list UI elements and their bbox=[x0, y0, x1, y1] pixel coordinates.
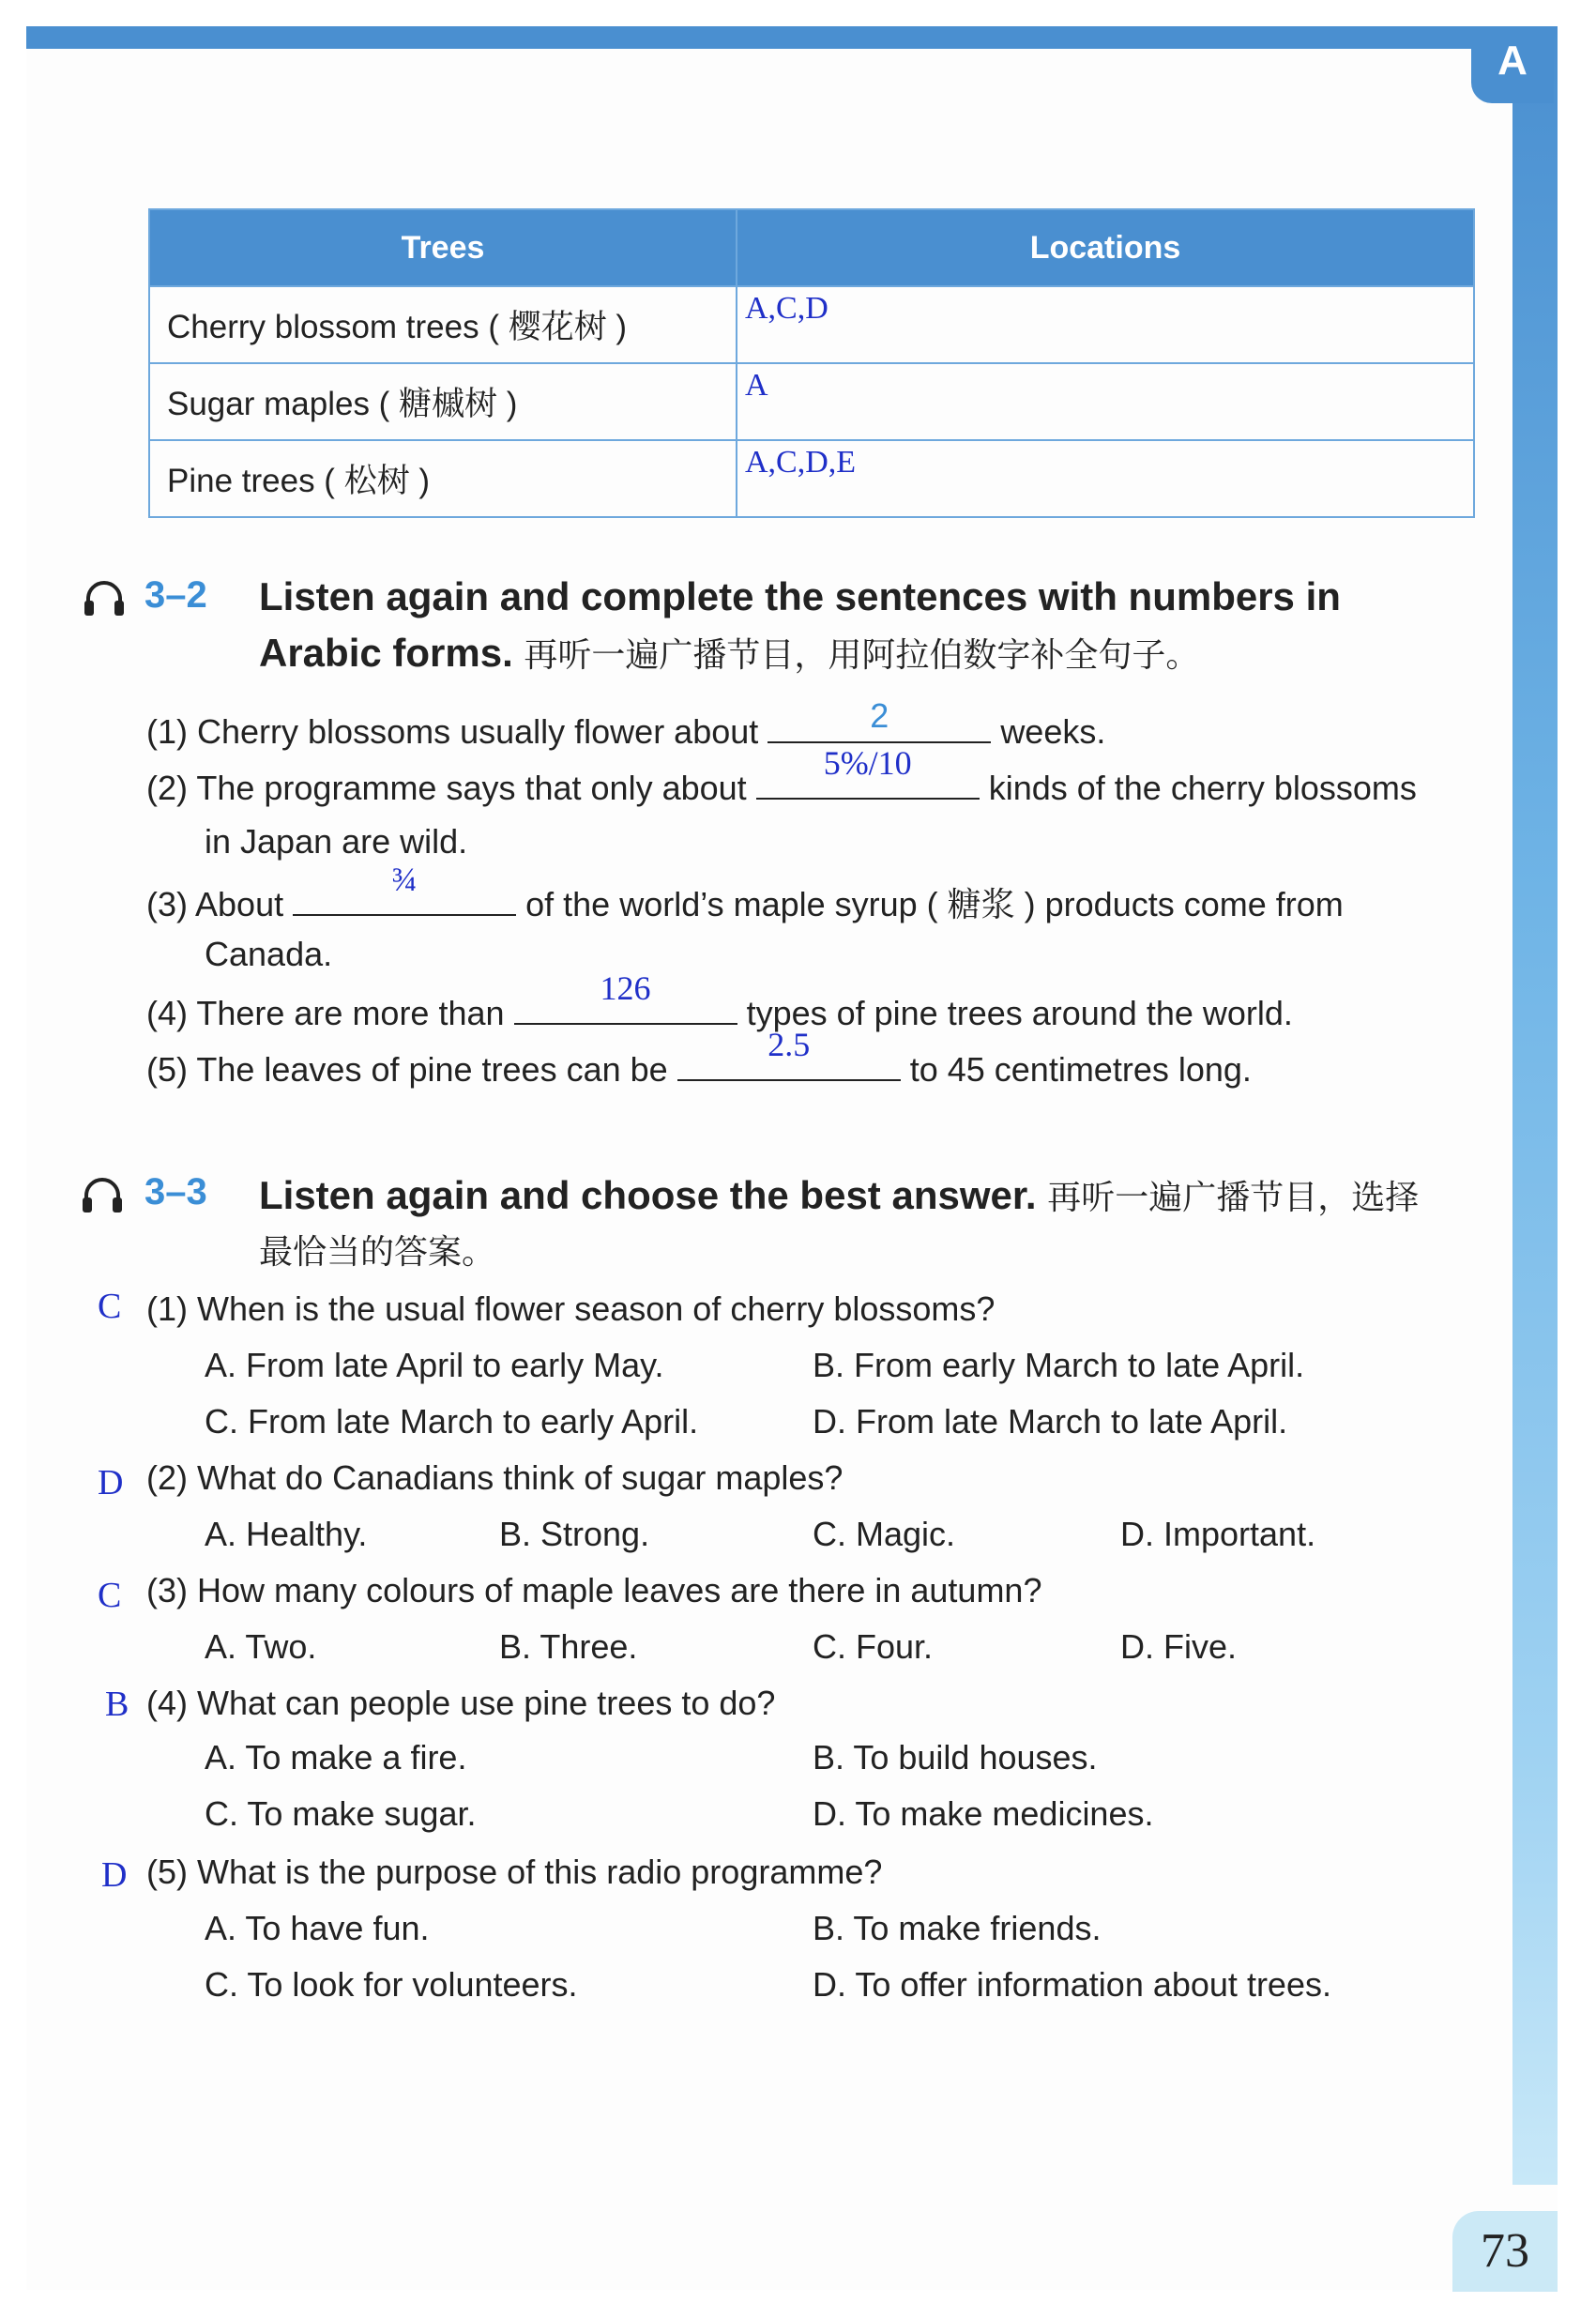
question-number: (1) bbox=[146, 1289, 188, 1328]
section-number-3-2: 3–2 bbox=[144, 574, 207, 616]
item-text: About bbox=[195, 885, 284, 923]
tree-locations-answer: A bbox=[737, 363, 1474, 440]
item-text: to 45 centimetres long. bbox=[909, 1050, 1252, 1089]
headphones-icon bbox=[83, 578, 126, 618]
fill-item-2 bbox=[146, 744, 1417, 808]
answer-blank bbox=[756, 744, 980, 800]
question-text: How many colours of maple leaves are there in autumn? bbox=[197, 1571, 1042, 1609]
option: A. To have fun. bbox=[205, 1909, 430, 1947]
question-number: (2) bbox=[146, 1458, 188, 1497]
item-number: (3) bbox=[146, 885, 188, 923]
item-text: weeks. bbox=[1000, 712, 1106, 751]
question-3 bbox=[146, 1571, 1041, 1610]
handwritten-answer: 5%/10 bbox=[823, 744, 912, 782]
choice-answer: D bbox=[98, 1463, 124, 1502]
table-row bbox=[149, 286, 1474, 363]
item-text: kinds of the cherry blossoms bbox=[988, 769, 1417, 807]
page-edge-band bbox=[1512, 26, 1558, 2185]
section-title-en: Listen again and choose the best answer. bbox=[259, 1173, 1037, 1217]
section-title-cn: 再听一遍广播节目，选择 bbox=[1047, 1178, 1420, 1216]
option: A. Healthy. bbox=[205, 1515, 368, 1553]
answer-blank bbox=[768, 696, 991, 743]
option: D. Important. bbox=[1120, 1515, 1316, 1553]
item-number: (4) bbox=[146, 994, 188, 1032]
option: D. Five. bbox=[1120, 1627, 1238, 1666]
question-number: (4) bbox=[146, 1684, 188, 1722]
question-number: (5) bbox=[146, 1853, 188, 1891]
handwritten-answer: ¾ bbox=[391, 861, 418, 898]
section-title-cn: 再听一遍广播节目，用阿拉伯数字补全句子。 bbox=[524, 635, 1200, 674]
choice-answer: C bbox=[98, 1576, 122, 1615]
option: B. To make friends. bbox=[813, 1909, 1102, 1947]
option: A. Two. bbox=[205, 1627, 317, 1666]
table-header-row bbox=[149, 209, 1474, 286]
question-text: What can people use pine trees to do? bbox=[197, 1684, 776, 1722]
item-text: The leaves of pine trees can be bbox=[196, 1050, 668, 1089]
section-number-3-3: 3–3 bbox=[144, 1171, 207, 1213]
option: A. To make a fire. bbox=[205, 1738, 467, 1777]
handwritten-answer: 2 bbox=[870, 696, 889, 735]
item-number: (5) bbox=[146, 1050, 188, 1089]
top-color-bar bbox=[26, 26, 1539, 49]
fill-item-3-cont: Canada. bbox=[205, 935, 333, 973]
tree-name: Cherry blossom trees ( 樱花树 ) bbox=[149, 286, 737, 363]
choice-answer: D bbox=[101, 1855, 128, 1895]
fill-item-2-cont: in Japan are wild. bbox=[205, 822, 468, 861]
section-tab: A bbox=[1471, 26, 1554, 103]
question-4 bbox=[146, 1684, 775, 1723]
choice-answer: C bbox=[98, 1287, 122, 1326]
answer-blank bbox=[514, 969, 737, 1025]
answer-blank bbox=[293, 861, 516, 916]
item-text: types of pine trees around the world. bbox=[746, 994, 1293, 1032]
option: D. To make medicines. bbox=[813, 1794, 1154, 1833]
question-number: (3) bbox=[146, 1571, 188, 1609]
choice-answer: B bbox=[105, 1685, 129, 1724]
tree-locations-answer: A,C,D bbox=[737, 286, 1474, 363]
table-row bbox=[149, 440, 1474, 517]
question-text: What is the purpose of this radio programme? bbox=[197, 1853, 883, 1891]
fill-item-5 bbox=[146, 1026, 1252, 1090]
header-trees: Trees bbox=[149, 209, 737, 286]
section-title-cn-line2: 最恰当的答案。 bbox=[259, 1232, 496, 1271]
option: B. From early March to late April. bbox=[813, 1346, 1305, 1384]
option: C. Four. bbox=[813, 1627, 934, 1666]
section-title-line1: Listen again and complete the sentences with numbers in bbox=[259, 574, 1341, 618]
tree-name: Pine trees ( 松树 ) bbox=[149, 440, 737, 517]
item-number: (2) bbox=[146, 769, 188, 807]
handwritten-answer: 2.5 bbox=[768, 1026, 811, 1063]
page-number: 73 bbox=[1481, 2224, 1529, 2278]
option: B. To build houses. bbox=[813, 1738, 1098, 1777]
tree-name: Sugar maples ( 糖槭树 ) bbox=[149, 363, 737, 440]
trees-locations-table bbox=[148, 208, 1475, 518]
option: D. To offer information about trees. bbox=[813, 1965, 1331, 2004]
tree-locations-answer: A,C,D,E bbox=[737, 440, 1474, 517]
answer-blank bbox=[677, 1026, 901, 1081]
header-locations: Locations bbox=[737, 209, 1474, 286]
section-title-line2 bbox=[259, 629, 1199, 677]
item-text: There are more than bbox=[196, 994, 505, 1032]
table-row bbox=[149, 363, 1474, 440]
question-text: When is the usual flower season of cherry blossoms? bbox=[197, 1289, 996, 1328]
fill-item-3 bbox=[146, 861, 1344, 926]
item-text: The programme says that only about bbox=[196, 769, 747, 807]
option: C. To look for volunteers. bbox=[205, 1965, 578, 2004]
option: C. To make sugar. bbox=[205, 1794, 477, 1833]
question-text: What do Canadians think of sugar maples? bbox=[197, 1458, 844, 1497]
option: C. Magic. bbox=[813, 1515, 956, 1553]
headphones-icon bbox=[81, 1175, 124, 1214]
option: A. From late April to early May. bbox=[205, 1346, 664, 1384]
item-text: of the world’s maple syrup ( 糖浆 ) products come from bbox=[525, 885, 1344, 923]
option: C. From late March to early April. bbox=[205, 1402, 699, 1441]
option: B. Strong. bbox=[499, 1515, 650, 1553]
section-title-line1 bbox=[259, 1171, 1419, 1219]
question-5 bbox=[146, 1853, 882, 1892]
handwritten-answer: 126 bbox=[600, 969, 651, 1007]
item-text: Cherry blossoms usually flower about bbox=[197, 712, 759, 751]
question-2 bbox=[146, 1458, 843, 1498]
option: B. Three. bbox=[499, 1627, 638, 1666]
question-1 bbox=[146, 1289, 995, 1329]
item-number: (1) bbox=[146, 712, 188, 751]
option: D. From late March to late April. bbox=[813, 1402, 1288, 1441]
section-title-en: Arabic forms. bbox=[259, 631, 513, 675]
